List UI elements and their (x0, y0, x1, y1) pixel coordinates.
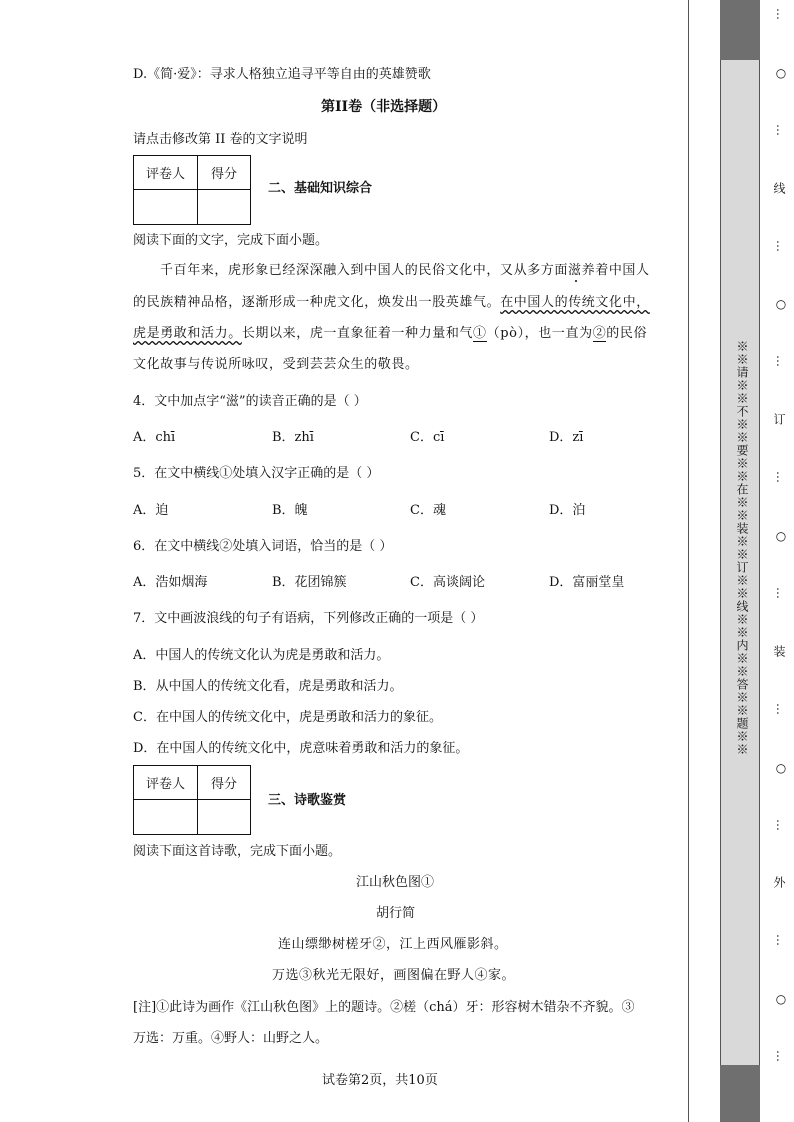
dotted-char: 滋 (568, 263, 582, 278)
binding-outer-mark: … (774, 818, 788, 831)
q5-option-b[interactable]: B．魄 (272, 503, 308, 518)
binding-dark-bottom (720, 1065, 760, 1122)
reviewer-header: 评卷人 (134, 766, 198, 800)
binding-outer-mark: 订 (772, 413, 786, 426)
section3-instruction: 阅读下面这首诗歌，完成下面小题。 (133, 844, 342, 859)
poem-line-1: 连山缥缈树槎牙②，江上西风雁影斜。 (278, 937, 508, 952)
binding-outer-mark: … (774, 471, 788, 484)
q6-option-a[interactable]: A．浩如烟海 (133, 575, 208, 590)
binding-outer-mark: ○ (774, 760, 788, 775)
q6-option-c[interactable]: C．高谈阔论 (410, 575, 485, 590)
q6-option-d[interactable]: D．富丽堂皇 (549, 575, 625, 590)
q4-option-c[interactable]: C．cī (410, 430, 445, 445)
q6-option-b[interactable]: B．花团锦簇 (272, 575, 347, 590)
reviewer-cell[interactable] (134, 800, 198, 835)
binding-outer-mark: 装 (772, 644, 786, 657)
page-footer: 试卷第2页，共10页 (322, 1073, 438, 1088)
binding-outer-mark: … (774, 586, 788, 599)
binding-outer-mark: ○ (774, 297, 788, 312)
volume-title: 第II卷（非选择题） (321, 99, 447, 115)
passage-line-3: 虎是勇敢和活力。长期以来，虎一直象征着一种力量和气①（pò），也一直为②的民俗 (133, 326, 648, 341)
score-table-section2 (133, 155, 251, 225)
q5-option-c[interactable]: C．魂 (410, 503, 446, 518)
q4-option-d[interactable]: D．zī (549, 430, 584, 445)
section3-title: 三、诗歌鉴赏 (268, 793, 347, 808)
reviewer-header: 评卷人 (134, 156, 198, 190)
binding-border-line (688, 0, 689, 1122)
q7-option-a[interactable]: A．中国人的传统文化认为虎是勇敢和活力。 (133, 648, 390, 663)
binding-outer-mark: … (774, 1050, 788, 1063)
binding-outer-mark: 线 (772, 181, 786, 194)
binding-outer-mark: … (774, 355, 788, 368)
q7-stem: 7．文中画波浪线的句子有语病，下列修改正确的一项是（ ） (133, 611, 484, 626)
volume-note: 请点击修改第 II 卷的文字说明 (133, 132, 308, 147)
section2-title: 二、基础知识综合 (268, 181, 373, 196)
binding-outer-mark: … (774, 702, 788, 715)
binding-dark-top (720, 0, 760, 60)
binding-outer-mark: … (774, 934, 788, 947)
poem-author: 胡行简 (376, 906, 416, 921)
q5-option-d[interactable]: D．泊 (549, 503, 586, 518)
q7-option-b[interactable]: B．从中国人的传统文化看，虎是勇敢和活力。 (133, 679, 403, 694)
q7-option-d[interactable]: D．在中国人的传统文化中，虎意味着勇敢和活力的象征。 (133, 741, 469, 756)
poem-note-line-1: [注]①此诗为画作《江山秋色图》上的题诗。②槎（chá）牙：形容树木错杂不齐貌。③ (133, 1000, 635, 1015)
q3-option-d: D.《简·爱》：寻求人格独立追寻平等自由的英雄赞歌 (133, 67, 431, 82)
poem-note-line-2: 万选：万重。④野人：山野之人。 (133, 1031, 329, 1046)
passage-line-4: 文化故事与传说所咏叹，受到芸芸众生的敬畏。 (133, 357, 419, 372)
binding-warning: ※※请※※不※※要※※在※※装※※订※※线※※内※※答※※题※※ (735, 340, 749, 756)
binding-outer-mark: … (774, 239, 788, 252)
q4-option-b[interactable]: B．zhī (272, 430, 314, 445)
score-table-section3 (133, 765, 251, 835)
binding-outer-mark: ○ (774, 992, 788, 1007)
binding-outer-mark: 外 (772, 876, 786, 889)
wavy-sentence-part1: 在中国人的传统文化中， (500, 295, 650, 310)
binding-outer-marks (772, 0, 788, 1122)
binding-outer-mark: … (774, 123, 788, 136)
passage-line-2: 的民族精神品格，逐渐形成一种虎文化，焕发出一股英雄气。在中国人的传统文化中， (133, 295, 650, 310)
q6-stem: 6．在文中横线②处填入词语，恰当的是（ ） (133, 539, 393, 554)
q5-option-a[interactable]: A．迫 (133, 503, 169, 518)
binding-outer-mark: ○ (774, 529, 788, 544)
score-header: 得分 (198, 766, 251, 800)
score-header: 得分 (198, 156, 251, 190)
q7-option-c[interactable]: C．在中国人的传统文化中，虎是勇敢和活力的象征。 (133, 710, 442, 725)
binding-outer-mark: … (774, 8, 788, 20)
wavy-sentence-part2: 虎是勇敢和活力。 (133, 326, 242, 341)
blank-1: ① (473, 326, 487, 341)
score-cell[interactable] (198, 800, 251, 835)
poem-title: 江山秋色图① (356, 875, 435, 890)
passage-line-1: 千百年来，虎形象已经深深融入到中国人的民俗文化中，又从多方面滋养着中国人 (160, 263, 650, 278)
poem-line-2: 万选③秋光无限好，画图偏在野人④家。 (272, 968, 516, 983)
reviewer-cell[interactable] (134, 190, 198, 225)
score-cell[interactable] (198, 190, 251, 225)
blank-2: ② (592, 326, 607, 341)
q4-stem: 4．文中加点字“滋”的读音正确的是（ ） (133, 394, 367, 409)
q5-stem: 5．在文中横线①处填入汉字正确的是（ ） (133, 466, 380, 481)
binding-outer-mark: ○ (774, 65, 788, 80)
section2-instruction: 阅读下面的文字，完成下面小题。 (133, 233, 329, 248)
q4-option-a[interactable]: A．chī (133, 430, 176, 445)
